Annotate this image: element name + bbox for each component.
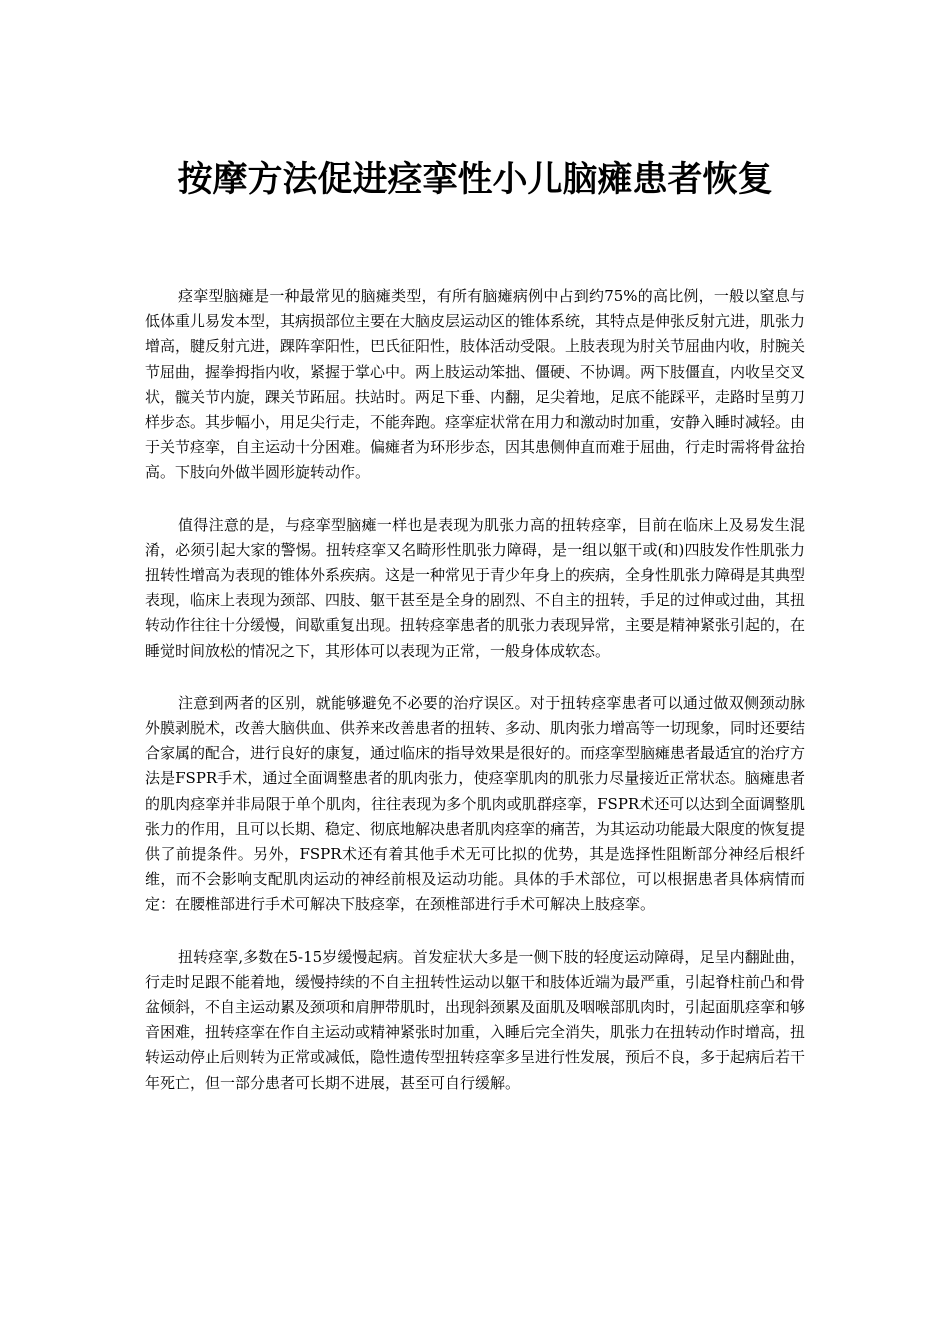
document-title: 按摩方法促进痉挛性小儿脑瘫患者恢复 [177,159,773,200]
document-body [145,284,805,1123]
paragraph-3: 注意到两者的区别，就能够避免不必要的治疗误区。对于扭转痉挛患者可以通过做双侧颈动脉外膜剥脱术，改善大脑供血、供养来改善患者的扭转、多动、肌肉张力增高等一切现象，同时还要结合家属的配合，进行良好的康复，通过临床的指导效果是很好的。而痉挛型脑瘫患者最适宜的治疗方法是FSPR手术，通过全面调整患者的肌肉张力，使痉挛肌肉的肌张力尽量接近正常状态。脑瘫患者的肌肉痉挛并非局限于单个肌肉，往往表现为多个肌肉或肌群痉挛，FSPR术还可以达到全面调整肌张力的作用，且可以长期、稳定、彻底地解决患者肌肉痉挛的痛苦，为其运动功能最大限度的恢复提供了前提条件。另外，FSPR术还有着其他手术无可比拟的优势，其是选择性阻断部分神经后根纤维，而不会影响支配肌肉运动的神经前根及运动功能。具体的手术部位，可以根据患者具体病情而定：在腰椎部进行手术可解决下肢痉挛，在颈椎部进行手术可解决上肢痉挛。 [145,693,806,914]
paragraph-2: 值得注意的是，与痉挛型脑瘫一样也是表现为肌张力高的扭转痉挛，目前在临床上及易发生混淆，必须引起大家的警惕。扭转痉挛又名畸形性肌张力障碍，是一组以躯干或(和)四肢发作性肌张力扭转性增高为表现的锥体外系疾病。这是一种常见于青少年身上的疾病，全身性肌张力障碍是其典型表现，临床上表现为颈部、四肢、躯干甚至是全身的剧烈、不自主的扭转，手足的过伸或过曲，其扭转动作往往十分缓慢，间歇重复出现。扭转痉挛患者的肌张力表现异常，主要是精神紧张引起的，在睡觉时间放松的情况之下，其形体可以表现为正常，一般身体成软态。 [145,515,806,660]
paragraph-4: 扭转痉挛,多数在5-15岁缓慢起病。首发症状大多是一侧下肢的轻度运动障碍，足呈内翻趾曲，行走时足跟不能着地，缓慢持续的不自主扭转性运动以躯干和肢体近端为最严重，引起脊柱前凸和骨盆倾斜，不自主运动累及颈项和肩胛带肌时，出现斜颈累及面肌及咽喉部肌肉时，引起面肌痉挛和够音困难，扭转痉挛在作自主运动或精神紧张时加重，入睡后完全消失，肌张力在扭转动作时增高，扭转运动停止后则转为正常或减低，隐性遗传型扭转痉挛多呈进行性发展，预后不良，多于起病后若干年死亡，但一部分患者可长期不进展，甚至可自行缓解。 [145,947,806,1092]
paragraph-1: 痉挛型脑瘫是一种最常见的脑瘫类型，有所有脑瘫病例中占到约75%的高比例，一般以窒息与低体重儿易发本型，其病损部位主要在大脑皮层运动区的锥体系统，其特点是伸张反射亢进，肌张力增高，腱反射亢进，踝阵挛阳性，巴氏征阳性，肢体活动受限。上肢表现为肘关节屈曲内收，肘腕关节屈曲，握拳拇指内收，紧握于掌心中。两上肢运动笨拙、僵硬、不协调。两下肢僵直，内收呈交叉状，髋关节内旋，踝关节跖屈。扶站时。两足下垂、内翻，足尖着地，足底不能踩平，走路时呈剪刀样步态。其步幅小，用足尖行走，不能奔跑。痉挛症状常在用力和激动时加重，安静入睡时减轻。由于关节痉挛，自主运动十分困难。偏瘫者为环形步态，因其患侧伸直而难于屈曲，行走时需将骨盆抬高。下肢向外做半圆形旋转动作。 [145,287,806,482]
